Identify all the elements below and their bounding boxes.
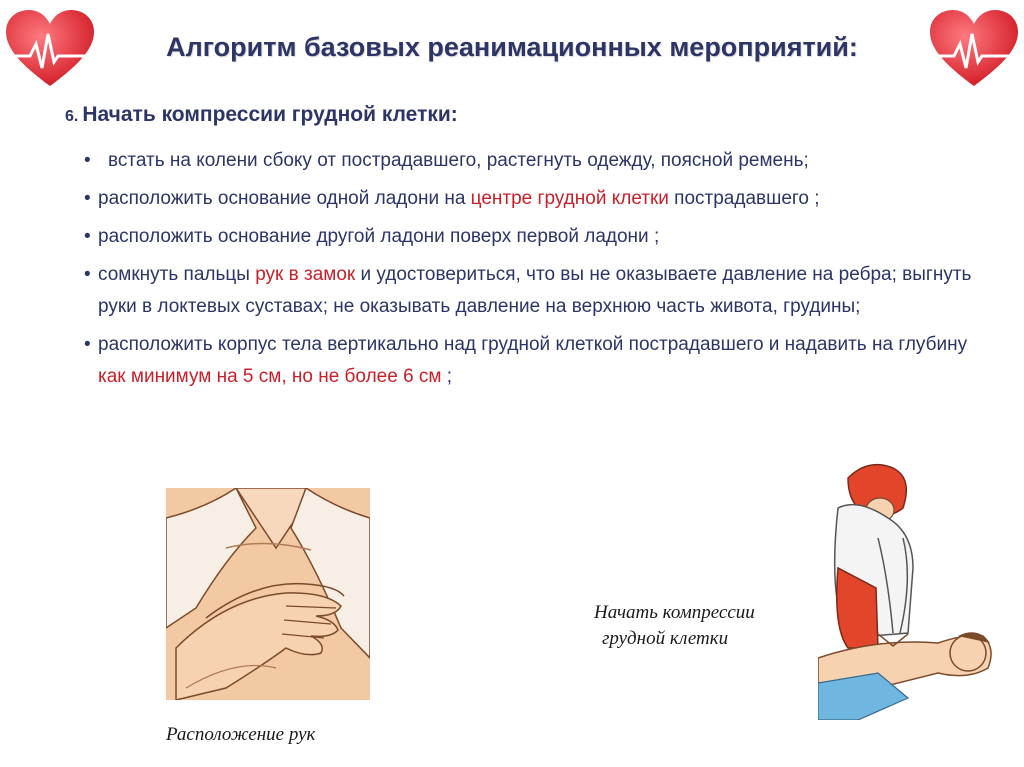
- highlight-text: центре грудной клетки: [470, 188, 669, 209]
- list-item: [84, 145, 984, 177]
- bullet-text: пострадавшего ;: [668, 188, 820, 209]
- highlight-text: рук в замок: [255, 264, 356, 285]
- bullet-text: ;: [441, 366, 453, 387]
- hands-on-chest-illustration: [166, 488, 370, 700]
- list-item: [84, 221, 984, 253]
- caption-cpr-line1: Начать компрессии: [594, 602, 755, 623]
- list-item: [84, 183, 984, 215]
- section-number: 6.: [65, 108, 79, 125]
- caption-cpr: [594, 600, 755, 652]
- caption-cpr-line2: грудной клетки: [602, 628, 729, 649]
- bullet-text: и удостовериться, что вы не оказываете давление на ребра; выгнуть руки в локтевых суставах; не оказывать давление на верхнюю часть живота, грудины;: [98, 264, 972, 317]
- caption-hands: Расположение рук: [166, 724, 316, 745]
- list-item: [84, 329, 984, 393]
- bullet-text: расположить основание другой ладони поверх первой ладони ;: [98, 226, 660, 247]
- section-heading-text: Начать компрессии грудной клетки:: [82, 103, 458, 126]
- bullet-text: расположить основание одной ладони на: [98, 188, 471, 209]
- cpr-rescuer-illustration: [818, 458, 998, 720]
- instruction-list: [84, 145, 984, 399]
- list-item: [84, 259, 984, 323]
- bullet-text: расположить корпус тела вертикально над грудной клеткой пострадавшего и надавить на глубину: [98, 334, 968, 355]
- page-title: Алгоритм базовых реанимационных мероприятий:: [166, 32, 858, 62]
- highlight-text: как минимум на 5 см, но не более 6 см: [98, 366, 442, 387]
- bullet-text: встать на колени сбоку от пострадавшего, растегнуть одежду, поясной ремень;: [108, 150, 809, 171]
- section-heading: [65, 103, 458, 127]
- bullet-text: сомкнуть пальцы: [98, 264, 256, 285]
